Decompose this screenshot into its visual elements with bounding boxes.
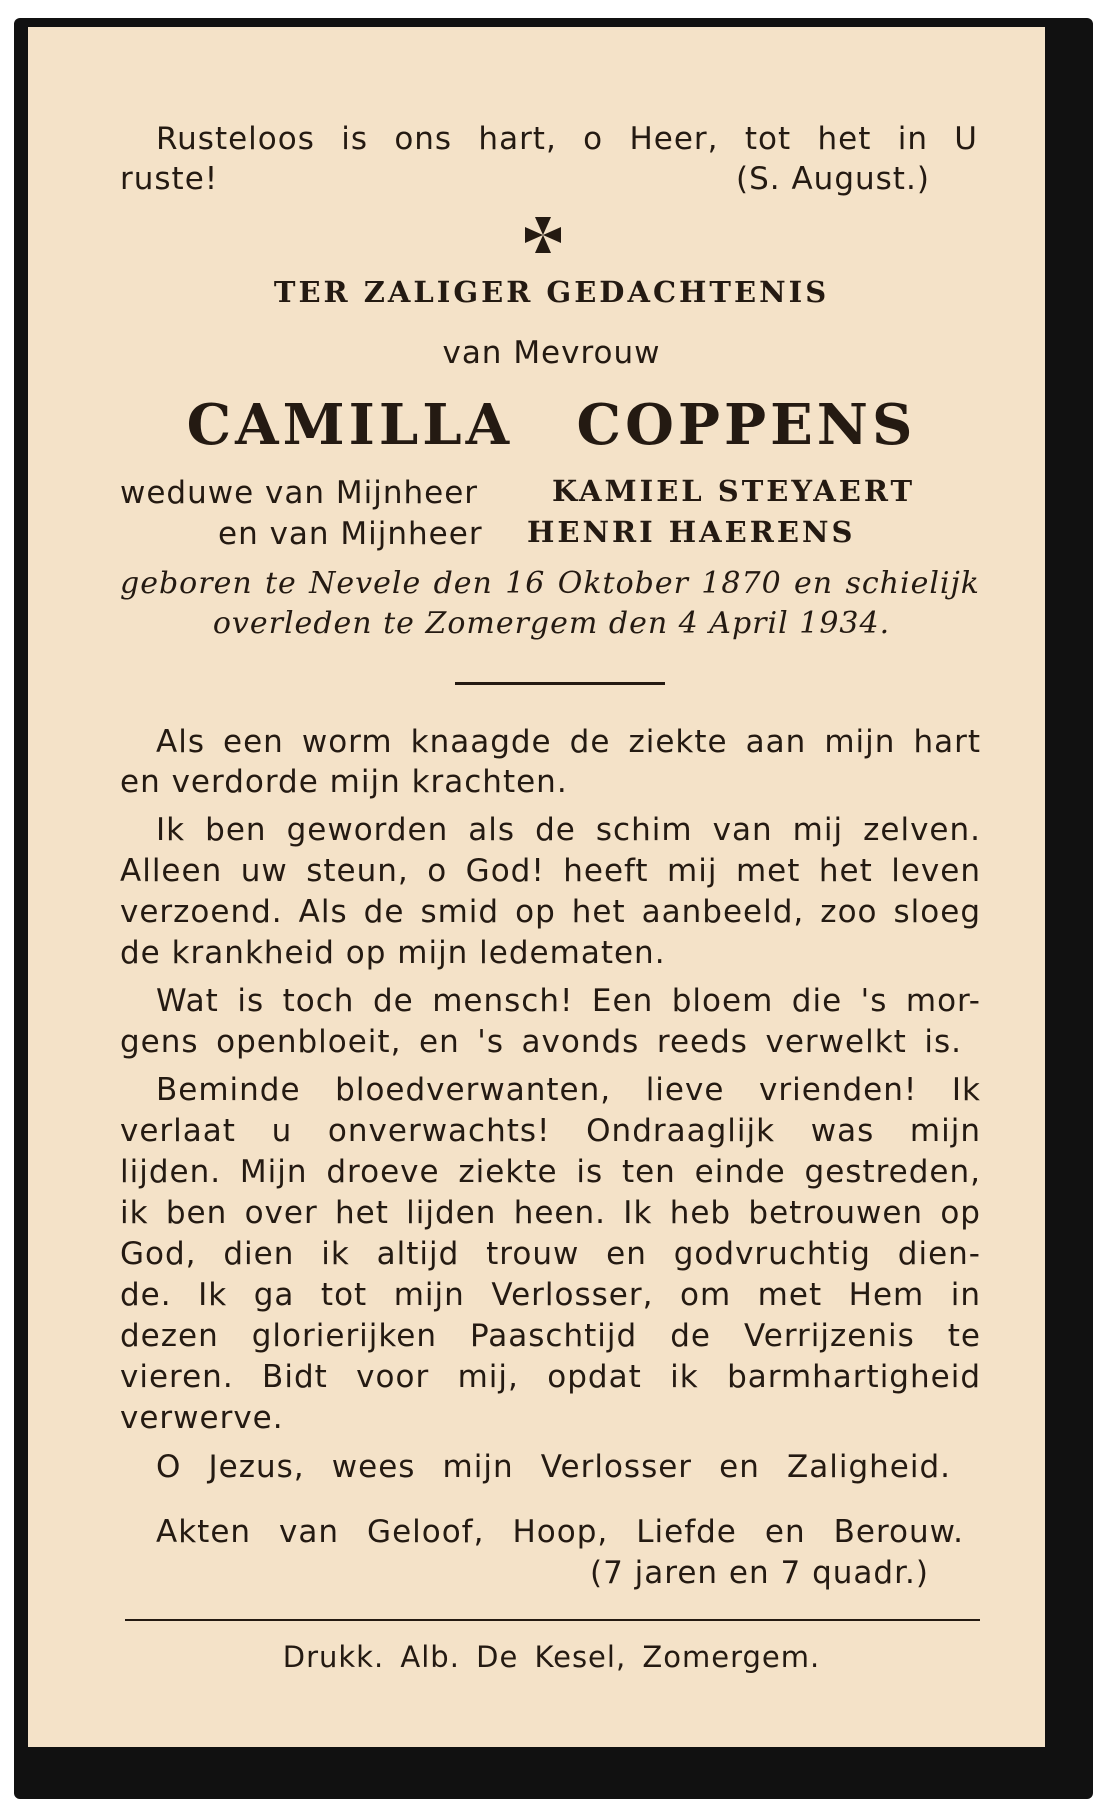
epigraph-line-2-left: ruste!: [120, 161, 219, 197]
paragraph-1-line-2: en verdorde mijn krachten.: [120, 764, 568, 800]
acts-indulgence: (7 jaren en 7 quadr.): [590, 1555, 929, 1591]
epigraph-attribution: (S. August.): [736, 161, 930, 197]
widow-line-2-prefix: en van Mijnheer: [218, 516, 483, 552]
widow-line-1-prefix: weduwe van Mijnheer: [120, 475, 479, 511]
paragraph-4-line-4: ik ben over het lijden heen. Ik heb betrouwen op: [120, 1195, 981, 1231]
paragraph-4-line-6: de. Ik ga tot mijn Verlosser, om met Hem in: [120, 1277, 981, 1313]
first-husband-name: KAMIEL STEYAERT: [552, 474, 916, 508]
paragraph-3-line-2: gens openbloeit, en 's avonds reeds verwelkt is.: [120, 1024, 962, 1060]
paragraph-2-line-4: de krankheid op mijn ledematen.: [120, 935, 666, 971]
printer-imprint: Drukk. Alb. De Kesel, Zomergem.: [282, 1640, 821, 1674]
paragraph-3-line-1: Wat is toch de mensch! Een bloem die 's mor-: [156, 983, 981, 1019]
birth-death-line-1: geboren te Nevele den 16 Oktober 1870 en schielijk: [120, 566, 980, 601]
paragraph-4-line-3: lijden. Mijn droeve ziekte is ten einde gestreden,: [120, 1154, 981, 1190]
paragraph-1-line-1: Als een worm knaagde de ziekte aan mijn hart: [156, 724, 981, 760]
memorial-subheading: van Mevrouw: [442, 335, 661, 371]
memorial-heading: TER ZALIGER GEDACHTENIS: [273, 275, 830, 309]
paragraph-4-line-8: vieren. Bidt voor mij, opdat ik barmhartigheid: [120, 1359, 981, 1395]
birth-death-line-2: overleden te Zomergem den 4 April 1934.: [212, 606, 891, 641]
divider-short: [455, 682, 665, 685]
paragraph-4-line-5: God, dien ik altijd trouw en godvruchtig dien-: [120, 1236, 981, 1272]
cross-patty-icon: [523, 215, 563, 255]
epigraph-line-1: Rusteloos is ons hart, o Heer, tot het in U: [156, 121, 978, 157]
paragraph-4-line-9: verwerve.: [120, 1400, 284, 1436]
paragraph-4-line-7: dezen glorierijken Paaschtijd de Verrijzenis te: [120, 1318, 981, 1354]
paragraph-2-line-1: Ik ben geworden als de schim van mij zelven.: [156, 812, 981, 848]
acts-line-1: Akten van Geloof, Hoop, Liefde en Berouw.: [156, 1514, 964, 1550]
second-husband-name: HENRI HAERENS: [527, 515, 856, 549]
divider-long: [125, 1619, 980, 1621]
paragraph-4-line-2: verlaat u onverwachts! Ondraaglijk was mijn: [120, 1113, 981, 1149]
deceased-name: CAMILLA COPPENS: [186, 392, 917, 458]
paragraph-2-line-3: verzoend. Als de smid op het aanbeeld, zoo sloeg: [120, 894, 981, 930]
paragraph-2-line-2: Alleen uw steun, o God! heeft mij met het leven: [120, 853, 981, 889]
paragraph-4-line-1: Beminde bloedverwanten, lieve vrienden! Ik: [156, 1072, 981, 1108]
paragraph-5-line-1: O Jezus, wees mijn Verlosser en Zaligheid.: [156, 1449, 951, 1485]
